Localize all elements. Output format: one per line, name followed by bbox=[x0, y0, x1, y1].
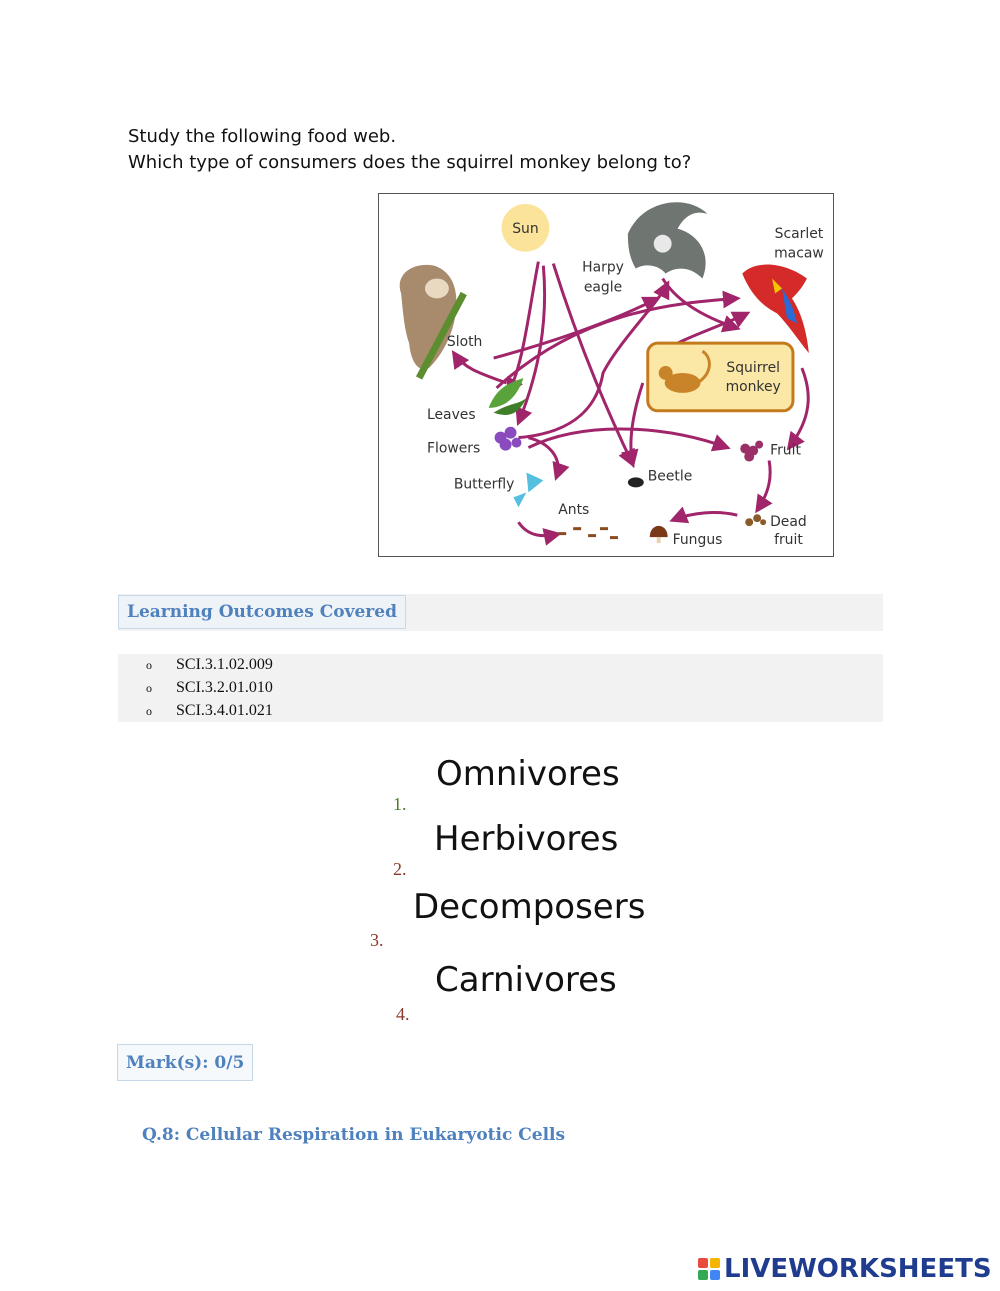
outcome-item bbox=[146, 656, 273, 674]
liveworksheets-logo bbox=[698, 1254, 992, 1284]
squirrel-label-2: monkey bbox=[725, 378, 781, 395]
logo-square bbox=[710, 1258, 720, 1268]
learning-outcomes-title: Learning Outcomes Covered bbox=[127, 602, 397, 622]
answer-number: 2. bbox=[393, 859, 407, 879]
flowers-label: Flowers bbox=[426, 440, 481, 457]
logo-square bbox=[698, 1270, 708, 1280]
fruit-icon bbox=[740, 441, 763, 462]
ants-label: Ants bbox=[558, 502, 590, 519]
dead-fruit-icon bbox=[745, 514, 766, 526]
food-web-diagram bbox=[378, 193, 834, 557]
ants-icon bbox=[558, 527, 618, 539]
answer-number: 4. bbox=[396, 1004, 410, 1024]
harpy-label-2: eagle bbox=[583, 279, 623, 296]
logo-grid-icon bbox=[698, 1258, 720, 1280]
logo-text: LIVEWORKSHEETS bbox=[724, 1254, 992, 1284]
marks-label: Mark(s): 0/5 bbox=[126, 1052, 245, 1073]
answer-option-carnivores[interactable]: Carnivores bbox=[435, 960, 617, 1000]
answer-option-decomposers[interactable]: Decomposers bbox=[413, 887, 646, 927]
harpy-eagle-icon bbox=[628, 202, 708, 278]
flowers-icon bbox=[495, 427, 522, 451]
outcome-code: SCI.3.2.01.010 bbox=[176, 679, 273, 696]
outcome-bullet: o bbox=[146, 704, 152, 718]
outcome-item bbox=[146, 702, 273, 720]
outcome-item bbox=[146, 679, 273, 697]
marks-box bbox=[117, 1044, 253, 1081]
question-line-1: Study the following food web. bbox=[128, 126, 397, 147]
sloth-icon bbox=[400, 265, 464, 378]
answer-number: 3. bbox=[370, 930, 384, 950]
beetle-icon bbox=[628, 477, 644, 487]
fungus-label: Fungus bbox=[672, 532, 723, 549]
learning-outcomes-heading bbox=[118, 595, 406, 629]
next-question-title: Q.8: Cellular Respiration in Eukaryotic Cells bbox=[142, 1125, 566, 1145]
answer-option-omnivores[interactable]: Omnivores bbox=[436, 754, 620, 794]
dead-fruit-label-1: Dead bbox=[770, 514, 807, 531]
sloth-label: Sloth bbox=[446, 334, 483, 351]
answer-option-herbivores[interactable]: Herbivores bbox=[434, 819, 619, 859]
beetle-label: Beetle bbox=[647, 468, 693, 485]
outcome-bullet: o bbox=[146, 681, 152, 695]
butterfly-icon bbox=[514, 472, 544, 507]
answer-number: 1. bbox=[393, 794, 407, 814]
sun-label: Sun bbox=[512, 220, 539, 237]
leaves-icon bbox=[489, 378, 527, 415]
leaves-label: Leaves bbox=[426, 406, 476, 423]
outcome-bullet: o bbox=[146, 658, 152, 672]
fungus-icon bbox=[650, 526, 668, 543]
outcome-code: SCI.3.1.02.009 bbox=[176, 656, 273, 673]
harpy-label-1: Harpy bbox=[582, 259, 624, 276]
fruit-label: Fruit bbox=[770, 442, 801, 459]
macaw-label-1: Scarlet bbox=[774, 225, 824, 242]
logo-square bbox=[710, 1270, 720, 1280]
outcome-code: SCI.3.4.01.021 bbox=[176, 702, 273, 719]
butterfly-label: Butterfly bbox=[453, 476, 515, 493]
question-line-2: Which type of consumers does the squirrel monkey belong to? bbox=[128, 152, 692, 173]
scarlet-macaw-icon bbox=[742, 265, 809, 354]
squirrel-label-1: Squirrel bbox=[726, 360, 781, 377]
dead-fruit-label-2: fruit bbox=[774, 532, 803, 549]
macaw-label-2: macaw bbox=[774, 245, 824, 262]
logo-square bbox=[698, 1258, 708, 1268]
